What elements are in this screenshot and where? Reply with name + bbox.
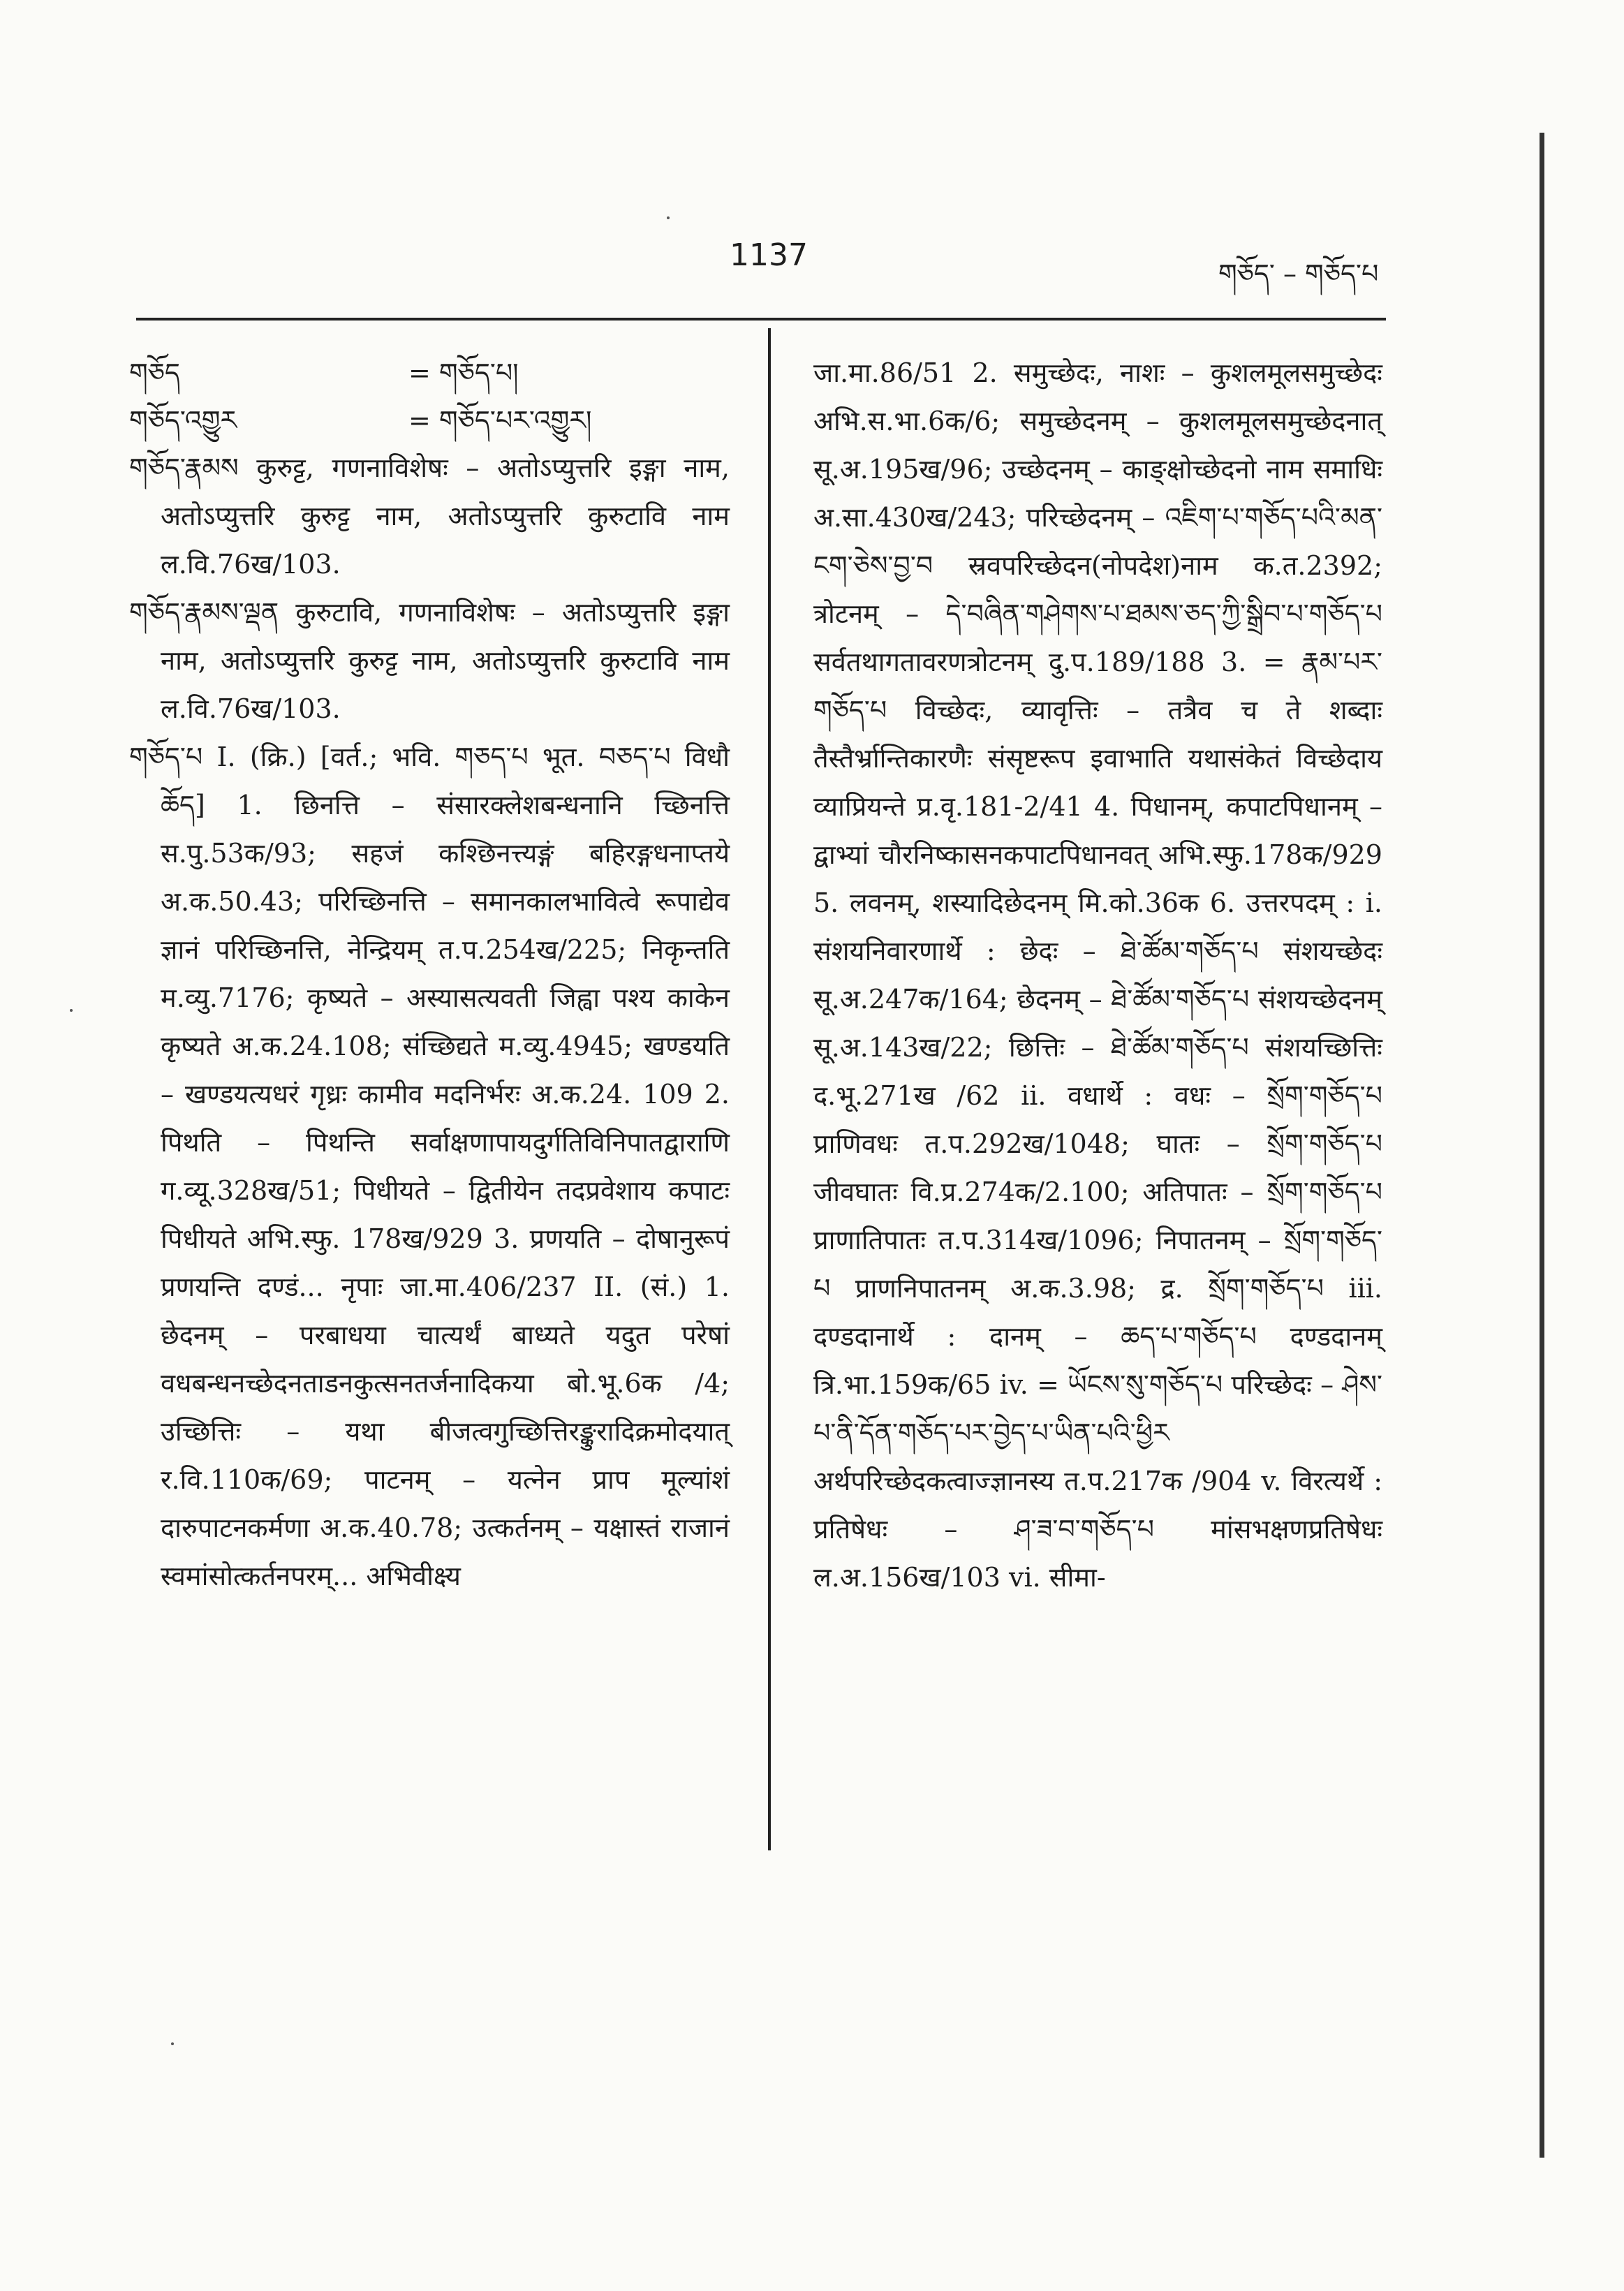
xref-row bbox=[129, 397, 730, 444]
top-rule bbox=[136, 318, 1386, 321]
right-column bbox=[813, 349, 1382, 1602]
headword: གཅོད bbox=[129, 358, 180, 388]
running-head: གཅོད་ – གཅོད་པ bbox=[1218, 258, 1379, 289]
dictionary-entry: གཅོད་རྣམས कुरुट्ट, गणनाविशेषः – अतोऽप्युत्तरि इङ्गा नाम, अतोऽप्युत्तरि कुरुट्ट नाम, अतोऽप्युत्तरि कुरुटावि नाम ल.वि.76ख/103. bbox=[129, 452, 730, 580]
left-column bbox=[129, 349, 730, 1600]
cross-reference: = གཅོད་པར་འགྱུར། bbox=[408, 405, 592, 436]
cross-reference: = གཅོད་པ། bbox=[408, 358, 519, 388]
dictionary-entry: གཅོད་པ I. (क्रि.) [वर्त.; भवि. གཅད་པ भूत. བཅད་པ विधौ ཆོད] 1. छिनत्ति – संसारक्लेशबन्धनानि च्छिनत्ति स.पु.53क/93; सहजं कश्छिनत्त्यङ्गं बहिरङ्गधनाप्तये अ.क.50.43; परिच्छिनत्ति – समानकालभावित्वे रूपाद्येव ज्ञानं परिच्छिनत्ति, नेन्द्रियम् त.प.254ख/225; निकृन्तति म.व्यु.7176; कृष्यते – अस्यासत्यवती जिह्वा पश्य काकेन कृष्यते अ.क.24.108; संच्छिद्यते म.व्यु.4945; खण्डयति – खण्डयत्यधरं गृध्रः कामीव मदनिर्भरः अ.क.24. 109 2. पिथति – पिथन्ति सर्वाक्षणापायदुर्गतिविनिपातद्वाराणि ग.व्यू.328ख/51; पिधीयते – द्वितीयेन तदप्रवेशाय कपाटः पिधीयते अभि.स्फु. 178ख/929 3. प्रणयति – दोषानुरूपं प्रणयन्ति दण्डं... नृपाः जा.मा.406/237 II. (सं.) 1. छेदनम् – परबाधया चात्यर्थं बाध्यते यदुत परेषां वधबन्धनच्छेदनताडनकुत्सनतर्जनादिकया बो.भू.6क /4; उच्छित्तिः – यथा बीजत्वगुच्छित्तिरङ्कुरादिक्रमोदयात् र.वि.110क/69; पाटनम् – यत्नेन प्राप मूल्यांशं दारुपाटनकर्मणा अ.क.40.78; उत्कर्तनम् – यक्षास्तं राजानं स्वमांसोत्कर्तनपरम्... अभिवीक्ष्य bbox=[129, 742, 730, 1591]
scan-dot bbox=[70, 1009, 73, 1012]
dictionary-entry: གཅོད་རྣམས་ལྡན कुरुटावि, गणनाविशेषः – अतोऽप्युत्तरि इङ्गा नाम, अतोऽप्युत्तरि कुरुट्ट नाम, अतोऽप्युत्तरि कुरुटावि नाम ल.वि.76ख/103. bbox=[129, 597, 730, 724]
scan-dot bbox=[171, 2042, 174, 2045]
xref-row bbox=[129, 349, 730, 397]
binding-edge-line bbox=[1540, 133, 1544, 2158]
dictionary-entry-continued: जा.मा.86/51 2. समुच्छेदः, नाशः – कुशलमूलसमुच्छेदः अभि.स.भा.6क/6; समुच्छेदनम् – कुशलमूलसमुच्छेदनात् सू.अ.195ख/96; उच्छेदनम् – काङ्क्षोच्छेदनो नाम समाधिः अ.सा.430ख/243; परिच्छेदनम् – འཇིག་པ་གཅོད་པའི་མན་ངག་ཅེས་བྱ་བ स्रवपरिच्छेदन(नोपदेश)नाम क.त.2392; त्रोटनम् – དེ་བཞིན་གཤེགས་པ་ཐམས་ཅད་ཀྱི་སྒྲིབ་པ་གཅོད་པ सर्वतथागतावरणत्रोटनम् दु.प.189/188 3. = རྣམ་པར་གཅོད་པ विच्छेदः, व्यावृत्तिः – तत्रैव च ते शब्दाः तैस्तैर्भ्रान्तिकारणैः संसृष्टरूप इवाभाति यथासंकेतं विच्छेदाय व्याप्रियन्ते प्र.वृ.181-2/41 4. पिधानम्, कपाटपिधानम् – द्वाभ्यां चौरनिष्कासनकपाटपिधानवत् अभि.स्फु.178क/929 5. लवनम्, शस्यादिछेदनम् मि.को.36क 6. उत्तरपदम् : i. संशयनिवारणार्थे : छेदः – ཐེ་ཚོམ་གཅོད་པ संशयच्छेदः सू.अ.247क/164; छेदनम् – ཐེ་ཚོམ་གཅོད་པ संशयच्छेदनम् सू.अ.143ख/22; छित्तिः – ཐེ་ཚོམ་གཅོད་པ संशयच्छित्तिः द.भू.271ख /62 ii. वधार्थे : वधः – སྲོག་གཅོད་པ प्राणिवधः त.प.292ख/1048; घातः – སྲོག་གཅོད་པ जीवघातः वि.प्र.274क/2.100; अतिपातः – སྲོག་གཅོད་པ प्राणातिपातः त.प.314ख/1096; निपातनम् – སྲོག་གཅོད་པ प्राणनिपातनम् अ.क.3.98; द्र. སྲོག་གཅོད་པ iii. दण्डदानार्थे : दानम् – ཆད་པ་གཅོད་པ दण्डदानम् त्रि.भा.159क/65 iv. = ཡོངས་སུ་གཅོད་པ परिच्छेदः – ཤེས་པ་ནི་དོན་གཅོད་པར་བྱེད་པ་ཡིན་པའི་ཕྱིར अर्थपरिच्छेदकत्वाज्ज्ञानस्य त.प.217क /904 v. विरत्यर्थे : प्रतिषेधः – ཤ་ཟ་བ་གཅོད་པ मांसभक्षणप्रतिषेधः ल.अ.156ख/103 vi. सीमा- bbox=[813, 358, 1382, 1593]
page-number: 1137 bbox=[730, 237, 808, 273]
scan-dot bbox=[667, 216, 670, 219]
headword: གཅོད་འགྱུར bbox=[129, 405, 237, 436]
column-divider bbox=[768, 328, 771, 1850]
